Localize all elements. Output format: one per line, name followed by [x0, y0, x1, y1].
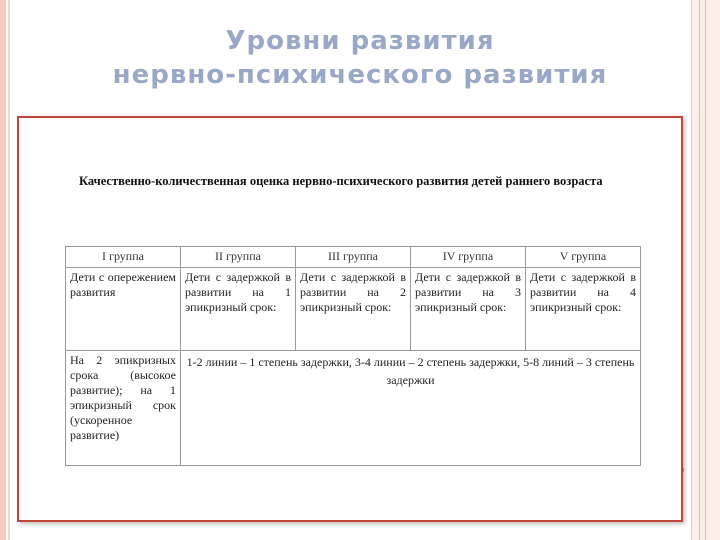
column-header: IV группа: [411, 247, 526, 268]
slide-title-line1: Уровни развития: [225, 26, 495, 56]
scanned-document: [17, 116, 683, 522]
right-border-line: [699, 0, 700, 540]
document-heading: Качественно-количественная оценка нервно-психического развития детей раннего возраста: [79, 174, 603, 188]
column-header: III группа: [296, 247, 411, 268]
table-cell: Дети с задержкой в развитии на 3 эпикризный срок:: [411, 268, 526, 351]
column-header: I группа: [66, 247, 181, 268]
table-cell: Дети с задержкой в развитии на 4 эпикризный срок:: [526, 268, 641, 351]
slide-title: [40, 24, 680, 92]
table-cell: Дети с опережением развития: [66, 268, 181, 351]
right-border-line: [705, 0, 706, 540]
table-header-row: [66, 247, 641, 268]
table-row: [66, 268, 641, 351]
table-cell: Дети с задержкой в развитии на 2 эпикризный срок:: [296, 268, 411, 351]
table-cell: На 2 эпикризных срока (высокое развитие); на 1 эпикризный срок (ускоренное развитие): [66, 351, 181, 466]
column-header: V группа: [526, 247, 641, 268]
table-cell: Дети с задержкой в развитии на 1 эпикризный срок:: [181, 268, 296, 351]
left-border-line: [8, 0, 10, 540]
slide-title-line2: нервно-психического развития: [112, 60, 608, 90]
column-header: II группа: [181, 247, 296, 268]
table-row: [66, 351, 641, 466]
table-cell-merged: 1-2 линии – 1 степень задержки, 3-4 линии – 2 степень задержки, 5-8 линий – 3 степень задержки: [181, 351, 641, 466]
left-border-stripe: [0, 0, 6, 540]
development-groups-table: [65, 246, 641, 466]
